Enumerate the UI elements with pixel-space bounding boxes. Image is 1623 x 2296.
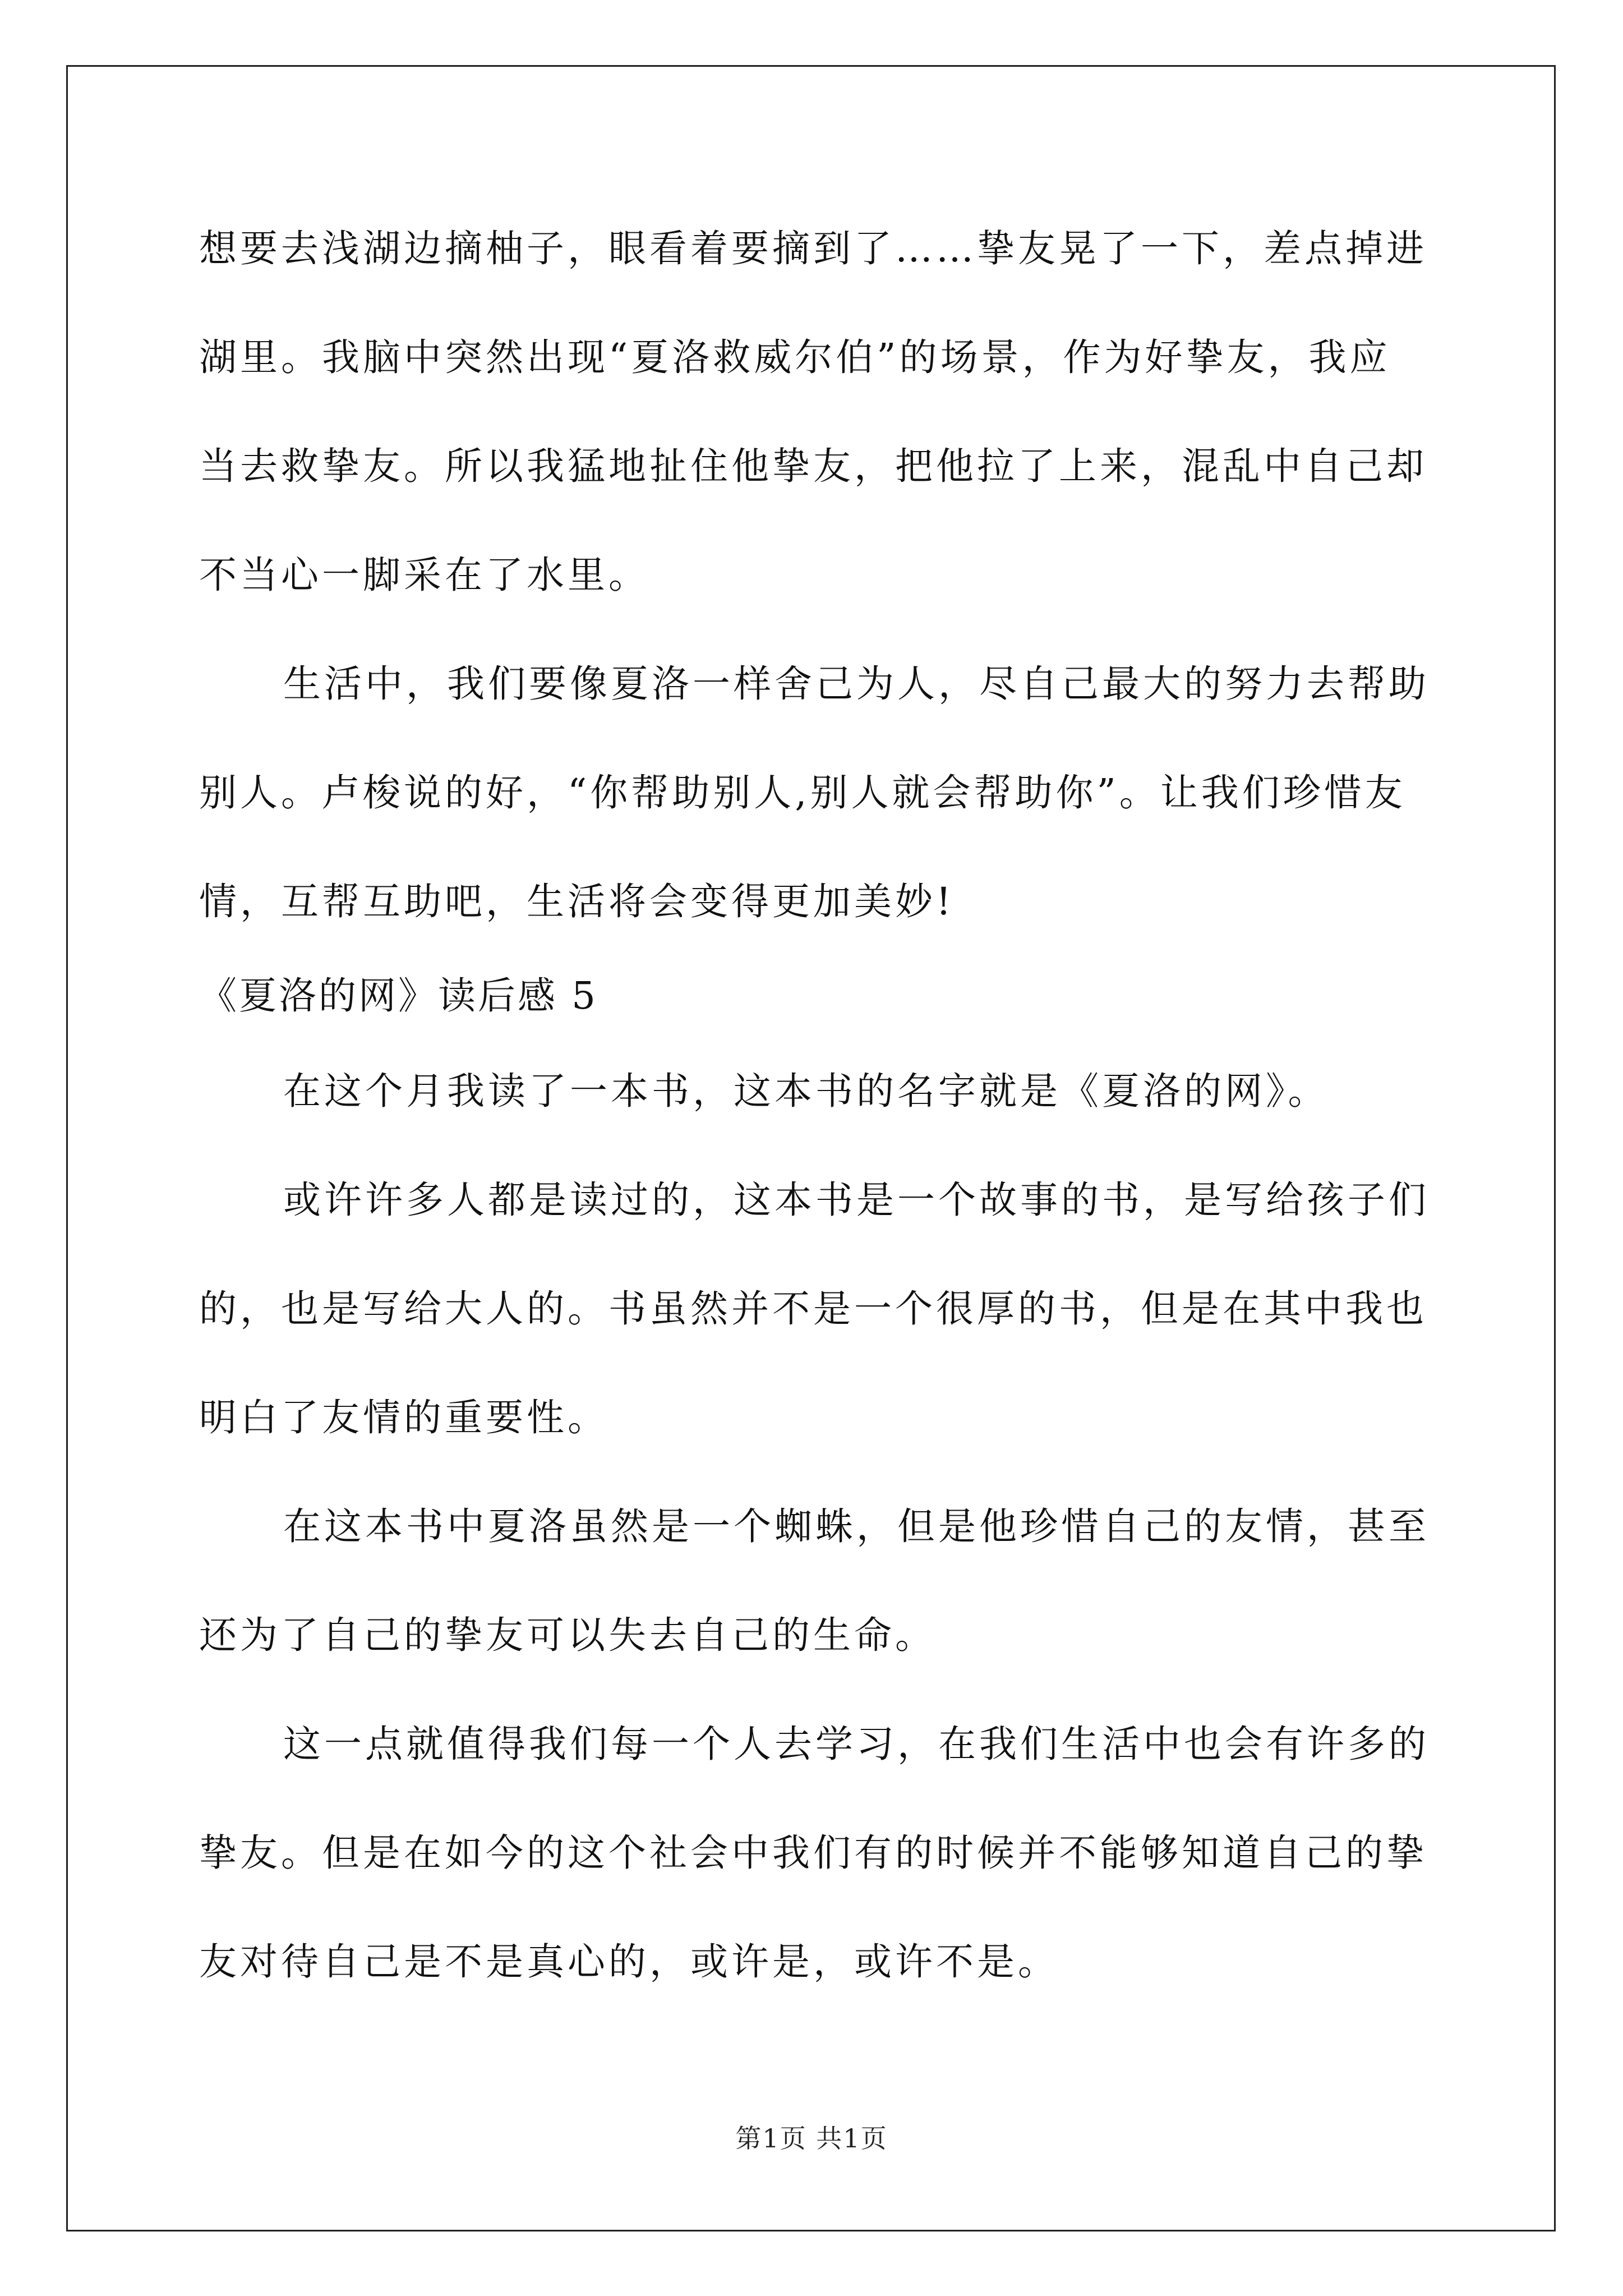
section-heading: 《夏洛的网》读后感 5 (199, 974, 598, 1018)
text-line: 不当心一脚采在了水里。 (199, 553, 649, 597)
text-line: 情，互帮互助吧，生活将会变得更加美妙! (199, 880, 955, 923)
text-line: 当去救挚友。所以我猛地扯住他挚友，把他拉了上来，混乱中自己却 (199, 444, 1427, 488)
text-line: 想要去浅湖边摘柚子，眼看着要摘到了……挚友晃了一下，差点掉进 (199, 227, 1427, 270)
text-line: 这一点就值得我们每一个人去学习，在我们生活中也会有许多的 (283, 1722, 1430, 1766)
text-line: 在这本书中夏洛虽然是一个蜘蛛，但是他珍惜自己的友情，甚至 (283, 1504, 1430, 1548)
text-line: 湖里。我脑中突然出现“夏洛救威尔伯”的场景，作为好挚友，我应 (199, 335, 1391, 379)
page-border (66, 65, 1556, 2231)
text-line: 还为了自己的挚友可以失去自己的生命。 (199, 1613, 936, 1657)
text-line: 生活中，我们要像夏洛一样舍己为人，尽自己最大的努力去帮助 (283, 662, 1430, 706)
text-line: 在这个月我读了一本书，这本书的名字就是《夏洛的网》。 (283, 1069, 1329, 1113)
page-footer: 第1页 共1页 (735, 2123, 888, 2154)
text-line: 的，也是写给大人的。书虽然并不是一个很厚的书，但是在其中我也 (199, 1287, 1427, 1331)
text-line: 挚友。但是在如今的这个社会中我们有的时候并不能够知道自己的挚 (199, 1831, 1427, 1875)
text-line: 友对待自己是不是真心的，或许是，或许不是。 (199, 1940, 1059, 1984)
text-line: 别人。卢梭说的好，“你帮助别人,别人就会帮助你”。让我们珍惜友 (199, 771, 1406, 815)
text-line: 明白了友情的重要性。 (199, 1396, 608, 1439)
text-line: 或许许多人都是读过的，这本书是一个故事的书，是写给孩子们 (283, 1178, 1430, 1222)
